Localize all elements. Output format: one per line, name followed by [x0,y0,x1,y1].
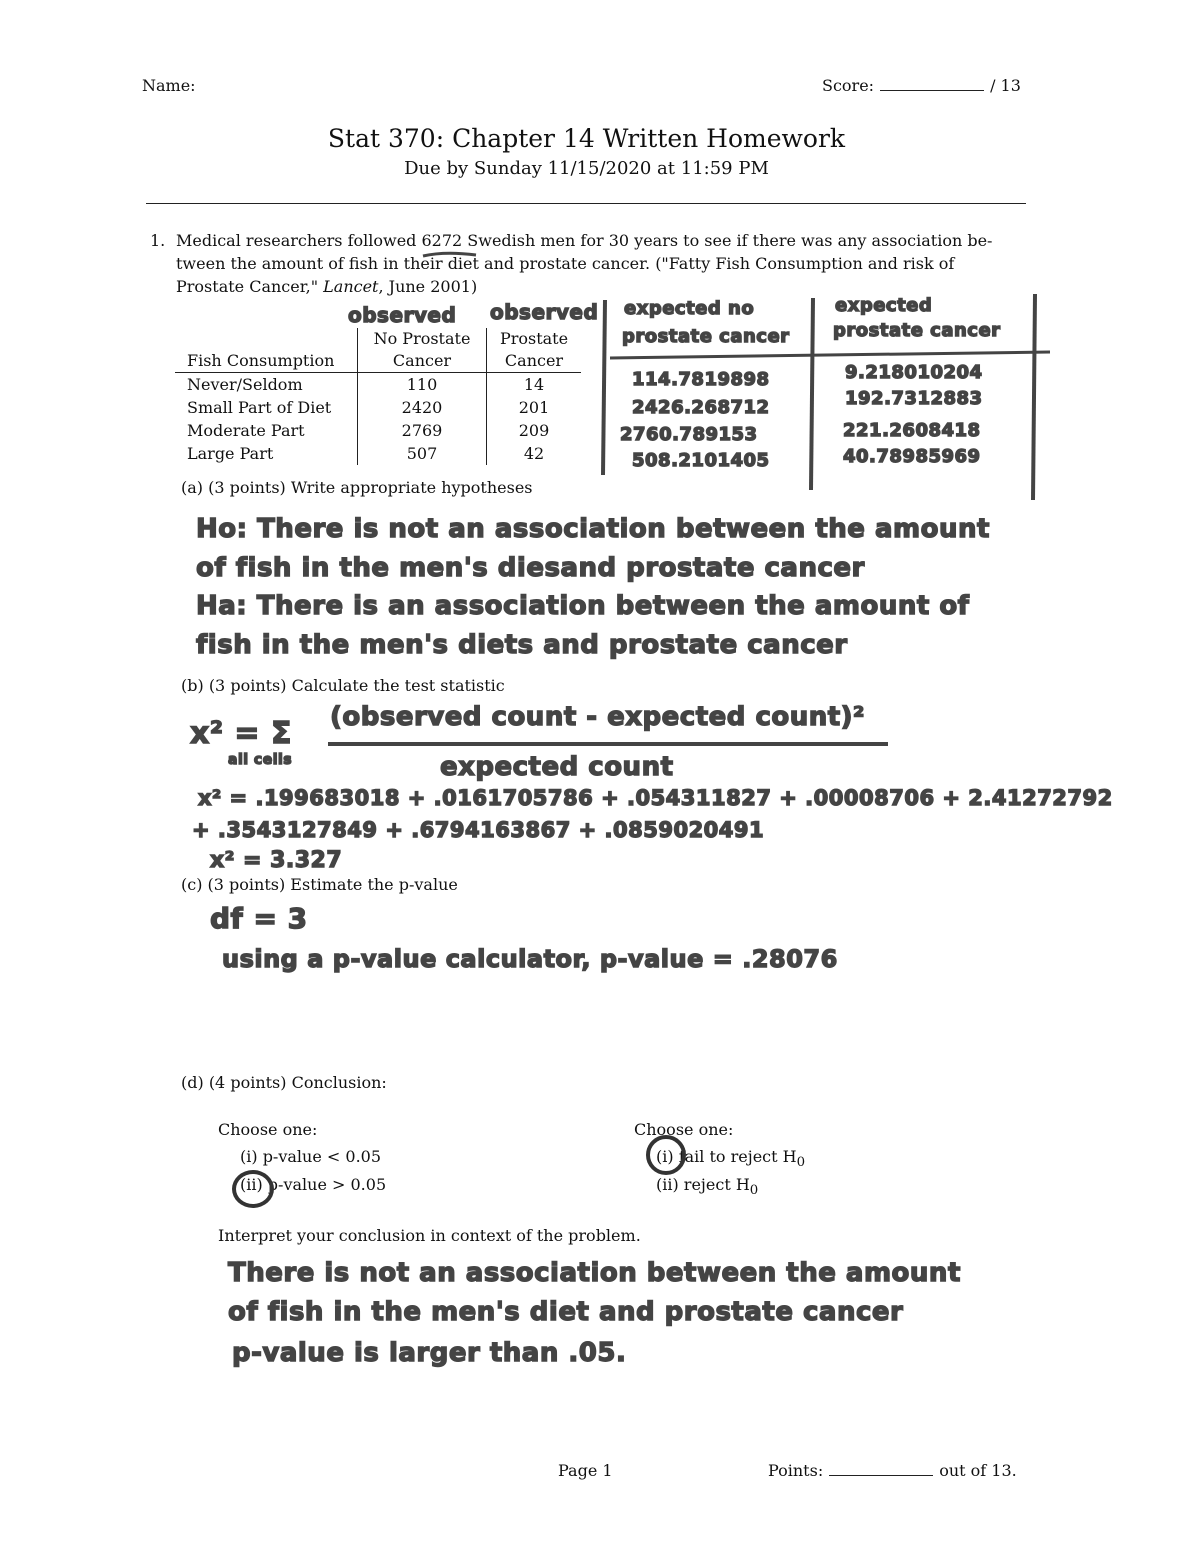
sum-line-2: + .3543127849 + .6794163867 + .0859020491 [192,818,765,842]
score-blank[interactable] [880,76,984,91]
col-header-fish: Fish Consumption [175,328,358,373]
col-header-cancer [487,328,582,373]
formula-lhs: x² = Σ [190,716,293,751]
row-label: Large Part [175,442,358,465]
conclusion-line: of fish in the men's diet and prostate cancer [228,1297,904,1327]
cell-no-cancer: 2769 [358,419,487,442]
cell-cancer: 209 [518,421,550,440]
expected-yes-header-1: expected [835,295,933,316]
cell-cancer: 201 [518,398,550,417]
points-total: out of 13. [939,1461,1017,1480]
hypothesis-line: of fish in the men's diesand prostate cancer [196,553,865,583]
choose-one-left: Choose one: [218,1120,318,1139]
conclusion-line: p-value is larger than .05. [232,1338,627,1368]
hypothesis-line: Ha: There is an association between the amount of [196,591,970,621]
hypothesis-line: fish in the men's diets and prostate cancer [196,630,848,660]
citation-start: Prostate Cancer," [176,277,324,296]
conclusion-line: There is not an association between the amount [228,1258,961,1288]
option-ii-right-text: (ii) reject H [656,1175,750,1194]
score-total: / 13 [990,76,1021,95]
exp-yes-value: 40.78985969 [843,446,981,467]
option-ii-left[interactable]: (ii) p-value > 0.05 [240,1175,387,1194]
table-row [175,373,581,397]
table-row [175,419,581,442]
problem-text-line2: tween the amount of fish in their diet and prostate cancer. ("Fatty Fish Consumption and risk of [176,254,955,273]
page-number: Page 1 [558,1461,613,1480]
option-i-left[interactable]: (i) p-value < 0.05 [240,1147,382,1166]
hypothesis-line: Ho: There is not an association between the amount [196,514,990,544]
col-header-cancer-l1: Prostate [499,329,569,348]
p-value-answer: using a p-value calculator, p-value = .28076 [222,945,838,973]
observed-label-2: observed [490,300,599,324]
test-statistic-result: x² = 3.327 [210,848,343,873]
cell-no-cancer: 2420 [358,396,487,419]
exp-yes-value: 192.7312883 [845,388,983,409]
h-subscript: 0 [796,1155,806,1171]
expected-no-header-2: prostate cancer [622,326,790,347]
points-label: Points: [768,1461,824,1480]
expected-yes-header-2: prostate cancer [833,320,1001,341]
table-row [175,442,581,465]
cell-no-cancer: 507 [358,442,487,465]
problem-text-line3 [176,277,477,296]
option-i-right-text: (i) fail to reject H [656,1147,797,1166]
row-label: Moderate Part [175,419,358,442]
part-b-label: (b) (3 points) Calculate the test statistic [181,676,505,695]
degrees-of-freedom: df = 3 [210,902,308,935]
points-blank[interactable] [829,1461,933,1476]
part-d-label: (d) (4 points) Conclusion: [181,1073,387,1092]
cell-cancer: 42 [523,444,545,463]
cell-cancer: 14 [523,375,545,394]
exp-yes-value: 221.2608418 [843,420,981,441]
col-header-no-cancer [358,328,487,373]
exp-no-value: 2426.268712 [632,397,770,418]
choose-one-right: Choose one: [634,1120,734,1139]
citation-end: , June 2001) [378,277,478,296]
underline-mark [420,248,480,262]
points-field [768,1461,1017,1480]
col-header-no-cancer-l2: Cancer [392,351,452,370]
fraction-bar [328,742,888,746]
formula-numerator: (observed count - expected count)² [330,702,865,732]
formula-denominator: expected count [440,752,674,782]
cell-no-cancer: 110 [358,373,487,397]
table-row [175,396,581,419]
page-title: Stat 370: Chapter 14 Written Homework [327,124,846,153]
selection-circle [646,1135,686,1175]
option-ii-right[interactable] [656,1175,758,1198]
exp-no-value: 508.2101405 [632,450,770,471]
score-label: Score: [822,76,875,95]
col-header-cancer-l2: Cancer [504,351,564,370]
problem-number: 1. [150,231,166,250]
row-label: Small Part of Diet [175,396,358,419]
citation-journal: Lancet [323,277,379,296]
observed-label-1: observed [348,303,457,327]
interpret-prompt: Interpret your conclusion in context of the problem. [218,1226,641,1245]
row-label: Never/Seldom [175,373,358,397]
name-label: Name: [142,76,196,95]
data-table [175,328,581,465]
exp-yes-value: 9.218010204 [845,362,983,383]
exp-no-value: 2760.789153 [620,424,758,445]
col-header-no-cancer-l1: No Prostate [373,329,471,348]
h-subscript: 0 [749,1183,759,1199]
expected-no-header-1: expected no [624,298,755,319]
problem-text-line1: Medical researchers followed 6272 Swedish men for 30 years to see if there was any association be- [176,231,993,250]
part-a-label: (a) (3 points) Write appropriate hypotheses [181,478,533,497]
sum-line-1: x² = .199683018 + .0161705786 + .054311827 + .00008706 + 2.41272792 [198,786,1113,810]
due-date: Due by Sunday 11/15/2020 at 11:59 PM [404,158,769,179]
title-rule [146,203,1026,204]
exp-no-value: 114.7819898 [632,369,770,390]
score-field [822,76,1021,95]
formula-sub: all cells [228,752,293,768]
part-c-label: (c) (3 points) Estimate the p-value [181,875,458,894]
selection-circle [232,1170,274,1208]
